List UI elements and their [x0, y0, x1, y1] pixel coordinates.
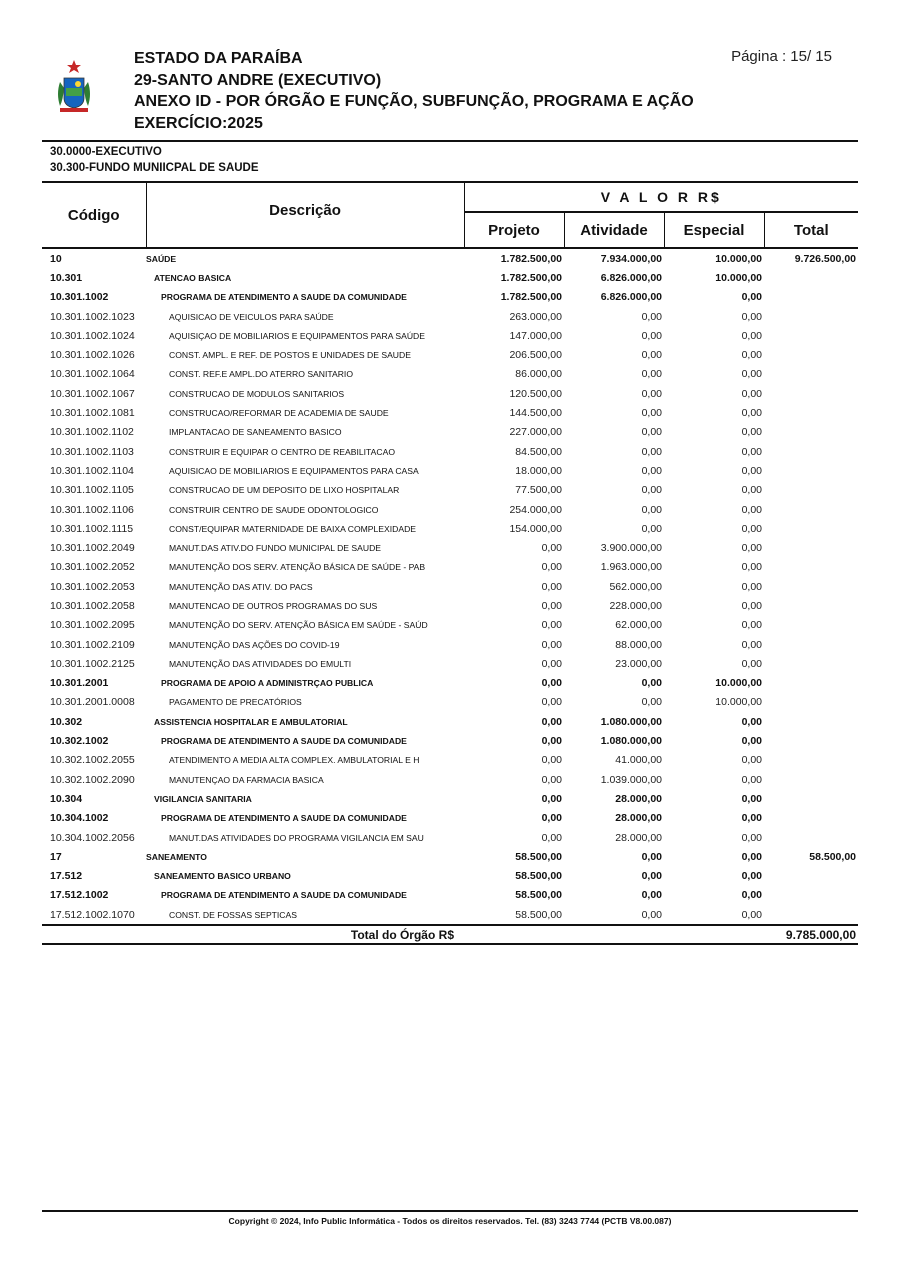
- cell-especial: 0,00: [741, 619, 762, 632]
- cell-total: 9.726.500,00: [794, 252, 856, 265]
- cell-total: [764, 365, 858, 384]
- cell-atividade: 0,00: [641, 677, 662, 690]
- cell-atividade: 0,00: [641, 349, 662, 362]
- cell-especial: 0,00: [741, 368, 762, 381]
- cell-descricao: MANUTENÇÃO DO SERV. ATENÇÃO BÁSICA EM SAÚDE - SAÚD: [169, 620, 428, 631]
- cell-codigo: 10.301.1002.2095: [50, 619, 135, 632]
- cell-descricao: CONST. REF.E AMPL.DO ATERRO SANITARIO: [169, 369, 353, 380]
- header-total: Total: [764, 212, 858, 248]
- table-row: [42, 538, 858, 557]
- cell-codigo: 10.301: [50, 271, 83, 284]
- cell-projeto: 227.000,00: [509, 426, 562, 439]
- cell-especial: 0,00: [741, 561, 762, 574]
- cell-projeto: 0,00: [541, 638, 562, 651]
- cell-total: [764, 288, 858, 307]
- cell-atividade: 6.826.000,00: [600, 291, 662, 304]
- cell-codigo: 10.301.1002.1023: [50, 310, 135, 323]
- cell-total: [764, 384, 858, 403]
- cell-atividade: 562.000,00: [609, 580, 662, 593]
- cell-codigo: 10.301.2001: [50, 677, 109, 690]
- cell-descricao: CONST. DE FOSSAS SEPTICAS: [169, 909, 297, 920]
- cell-projeto: 0,00: [541, 735, 562, 748]
- cell-especial: 10.000,00: [715, 696, 762, 709]
- cell-total: [764, 693, 858, 712]
- cell-atividade: 0,00: [641, 503, 662, 516]
- cell-projeto: 0,00: [541, 619, 562, 632]
- table-row: [42, 828, 858, 847]
- cell-especial: 0,00: [741, 715, 762, 728]
- cell-especial: 0,00: [741, 580, 762, 593]
- cell-especial: 0,00: [741, 908, 762, 921]
- cell-descricao: MANUTENÇÃO DAS AÇÕES DO COVID-19: [169, 639, 340, 650]
- header-descricao: Descrição: [146, 182, 464, 248]
- cell-codigo: 10.301.1002.1106: [50, 503, 134, 516]
- table-row: [42, 867, 858, 886]
- cell-descricao: PROGRAMA DE ATENDIMENTO A SAUDE DA COMUNIDADE: [161, 292, 407, 303]
- cell-total: [764, 307, 858, 326]
- cell-especial: 0,00: [741, 831, 762, 844]
- cell-projeto: 120.500,00: [509, 387, 562, 400]
- header-codigo: Código: [42, 182, 146, 248]
- table-row: [42, 268, 858, 287]
- table-row: [42, 596, 858, 615]
- total-row: [42, 925, 858, 944]
- org-block: [50, 145, 259, 176]
- cell-codigo: 10.304.1002.2056: [50, 831, 135, 844]
- cell-total: [764, 268, 858, 287]
- cell-codigo: 10.301.1002.2058: [50, 599, 135, 612]
- page-number: Página : 15/ 15: [731, 48, 832, 65]
- cell-codigo: 10.301.1002.1103: [50, 445, 134, 458]
- cell-especial: 10.000,00: [715, 677, 762, 690]
- cell-atividade: 0,00: [641, 445, 662, 458]
- report-state-title: ESTADO DA PARAÍBA: [134, 50, 303, 67]
- table-row: [42, 905, 858, 925]
- cell-total: [764, 442, 858, 461]
- cell-projeto: 263.000,00: [509, 310, 562, 323]
- cell-codigo: 10.301.1002.1064: [50, 368, 135, 381]
- cell-atividade: 62.000,00: [615, 619, 662, 632]
- cell-descricao: SANEAMENTO BASICO URBANO: [154, 871, 291, 882]
- cell-atividade: 228.000,00: [609, 599, 662, 612]
- cell-codigo: 10.304.1002: [50, 812, 109, 825]
- table-row: [42, 288, 858, 307]
- cell-projeto: 0,00: [541, 754, 562, 767]
- cell-projeto: 254.000,00: [509, 503, 562, 516]
- cell-descricao: ATENDIMENTO A MEDIA ALTA COMPLEX. AMBULATORIAL E H: [169, 755, 420, 766]
- cell-especial: 0,00: [741, 484, 762, 497]
- cell-codigo: 10.302.1002.2055: [50, 754, 135, 767]
- cell-atividade: 0,00: [641, 310, 662, 323]
- cell-codigo: 10.301.1002.1026: [50, 349, 135, 362]
- cell-especial: 0,00: [741, 870, 762, 883]
- cell-especial: 10.000,00: [715, 271, 762, 284]
- cell-projeto: 58.500,00: [515, 908, 562, 921]
- cell-atividade: 1.039.000,00: [600, 773, 662, 786]
- cell-descricao: CONSTRUIR E EQUIPAR O CENTRO DE REABILITACAO: [169, 446, 396, 457]
- cell-projeto: 0,00: [541, 542, 562, 555]
- table-row: [42, 770, 858, 789]
- table-row: [42, 326, 858, 345]
- table-row: [42, 616, 858, 635]
- cell-descricao: AQUISIÇAO DE MOBILIARIOS E EQUIPAMENTOS PARA SAÚDE: [169, 330, 425, 341]
- cell-especial: 0,00: [741, 812, 762, 825]
- cell-codigo: 10.301.1002.2049: [50, 542, 135, 555]
- cell-codigo: 10.301.2001.0008: [50, 696, 135, 709]
- report-fiscal-year: EXERCÍCIO:2025: [134, 114, 263, 132]
- cell-atividade: 0,00: [641, 368, 662, 381]
- table-row: [42, 365, 858, 384]
- cell-codigo: 10.302.1002.2090: [50, 773, 135, 786]
- cell-especial: 0,00: [741, 349, 762, 362]
- cell-especial: 0,00: [741, 464, 762, 477]
- table-row: [42, 248, 858, 268]
- cell-projeto: 0,00: [541, 696, 562, 709]
- cell-codigo: 10.301.1002.2053: [50, 580, 135, 593]
- cell-codigo: 10.302.1002: [50, 735, 109, 748]
- cell-descricao: CONSTRUCAO/REFORMAR DE ACADEMIA DE SAUDE: [169, 408, 389, 419]
- cell-especial: 0,00: [741, 889, 762, 902]
- header-atividade: Atividade: [564, 212, 664, 248]
- cell-especial: 0,00: [741, 387, 762, 400]
- cell-descricao: MANUTENÇÃO DAS ATIV. DO PACS: [169, 581, 313, 592]
- cell-atividade: 6.826.000,00: [600, 271, 662, 284]
- cell-atividade: 0,00: [641, 870, 662, 883]
- table-row: [42, 751, 858, 770]
- budget-table: [42, 181, 858, 945]
- cell-projeto: 58.500,00: [515, 889, 562, 902]
- cell-codigo: 10.301.1002.1102: [50, 426, 134, 439]
- cell-total: [764, 789, 858, 808]
- cell-descricao: PROGRAMA DE ATENDIMENTO A SAUDE DA COMUNIDADE: [161, 890, 407, 901]
- cell-atividade: 0,00: [641, 484, 662, 497]
- cell-projeto: 0,00: [541, 657, 562, 670]
- orgao-label: 30.0000-EXECUTIVO: [50, 146, 162, 158]
- cell-descricao: CONST/EQUIPAR MATERNIDADE DE BAIXA COMPLEXIDADE: [169, 523, 417, 534]
- cell-total: [764, 751, 858, 770]
- cell-descricao: AQUISICAO DE VEICULOS PARA SAÚDE: [169, 311, 334, 322]
- cell-descricao: MANUTENCAO DE OUTROS PROGRAMAS DO SUS: [169, 600, 378, 611]
- cell-atividade: 23.000,00: [615, 657, 662, 670]
- cell-atividade: 0,00: [641, 889, 662, 902]
- state-coat-of-arms-icon: [54, 58, 94, 118]
- cell-projeto: 58.500,00: [515, 850, 562, 863]
- total-value: 9.785.000,00: [764, 925, 858, 944]
- cell-descricao: VIGILANCIA SANITARIA: [154, 793, 252, 804]
- cell-descricao: PROGRAMA DE ATENDIMENTO A SAUDE DA COMUNIDADE: [161, 736, 407, 747]
- cell-descricao: MANUTENÇÃO DOS SERV. ATENÇÃO BÁSICA DE SAÚDE - PAB: [169, 562, 426, 573]
- cell-atividade: 28.000,00: [615, 792, 662, 805]
- cell-especial: 0,00: [741, 445, 762, 458]
- cell-especial: 10.000,00: [715, 252, 762, 265]
- cell-especial: 0,00: [741, 426, 762, 439]
- cell-especial: 0,00: [741, 599, 762, 612]
- cell-especial: 0,00: [741, 407, 762, 420]
- table-body: [42, 248, 858, 925]
- cell-especial: 0,00: [741, 657, 762, 670]
- cell-atividade: 0,00: [641, 426, 662, 439]
- table-row: [42, 712, 858, 731]
- cell-atividade: 0,00: [641, 696, 662, 709]
- cell-descricao: SAÚDE: [146, 253, 177, 264]
- table-row: [42, 847, 858, 866]
- cell-especial: 0,00: [741, 522, 762, 535]
- cell-descricao: CONSTRUCAO DE MODULOS SANITARIOS: [169, 388, 345, 399]
- cell-total: [764, 538, 858, 557]
- cell-codigo: 10.301.1002.1105: [50, 484, 134, 497]
- cell-projeto: 1.782.500,00: [500, 252, 562, 265]
- cell-descricao: CONSTRUIR CENTRO DE SAUDE ODONTOLOGICO: [169, 504, 379, 515]
- cell-especial: 0,00: [741, 735, 762, 748]
- cell-total: [764, 654, 858, 673]
- cell-codigo: 10.302: [50, 715, 83, 728]
- header-projeto: Projeto: [464, 212, 564, 248]
- cell-descricao: SANEAMENTO: [146, 851, 207, 862]
- cell-especial: 0,00: [741, 291, 762, 304]
- cell-projeto: 0,00: [541, 599, 562, 612]
- cell-descricao: CONSTRUCAO DE UM DEPOSITO DE LIXO HOSPITALAR: [169, 485, 400, 496]
- cell-projeto: 0,00: [541, 677, 562, 690]
- report-annex-title: ANEXO ID - POR ÓRGÃO E FUNÇÃO, SUBFUNÇÃO, PROGRAMA E AÇÃO: [134, 93, 694, 110]
- cell-total: [764, 674, 858, 693]
- cell-codigo: 10.301.1002.1081: [50, 407, 135, 420]
- cell-projeto: 84.500,00: [515, 445, 562, 458]
- cell-projeto: 0,00: [541, 715, 562, 728]
- cell-descricao: CONST. AMPL. E REF. DE POSTOS E UNIDADES DE SAUDE: [169, 350, 411, 361]
- unidade-label: 30.300-FUNDO MUNIICPAL DE SAUDE: [50, 161, 259, 174]
- header-divider: [42, 140, 858, 142]
- cell-descricao: ASSISTENCIA HOSPITALAR E AMBULATORIAL: [154, 716, 348, 727]
- cell-projeto: 77.500,00: [515, 484, 562, 497]
- table-row: [42, 693, 858, 712]
- table-row: [42, 481, 858, 500]
- cell-especial: 0,00: [741, 310, 762, 323]
- cell-descricao: PAGAMENTO DE PRECATÓRIOS: [169, 697, 302, 708]
- cell-atividade: 0,00: [641, 522, 662, 535]
- cell-atividade: 0,00: [641, 850, 662, 863]
- cell-atividade: 0,00: [641, 329, 662, 342]
- table-row: [42, 558, 858, 577]
- table-row: [42, 461, 858, 480]
- table-row: [42, 500, 858, 519]
- table-row: [42, 384, 858, 403]
- cell-codigo: 10.301.1002.1067: [50, 387, 135, 400]
- table-row: [42, 442, 858, 461]
- cell-atividade: 1.963.000,00: [600, 561, 662, 574]
- table-row: [42, 886, 858, 905]
- cell-total: [764, 519, 858, 538]
- cell-descricao: MANUTENÇÃO DAS ATIVIDADES DO EMULTI: [169, 658, 352, 669]
- table-row: [42, 519, 858, 538]
- cell-projeto: 206.500,00: [509, 349, 562, 362]
- header-especial: Especial: [664, 212, 764, 248]
- cell-especial: 0,00: [741, 792, 762, 805]
- table-row: [42, 654, 858, 673]
- cell-atividade: 1.080.000,00: [600, 715, 662, 728]
- cell-atividade: 41.000,00: [615, 754, 662, 767]
- cell-especial: 0,00: [741, 329, 762, 342]
- cell-projeto: 0,00: [541, 792, 562, 805]
- table-row: [42, 403, 858, 422]
- cell-total: [764, 867, 858, 886]
- cell-total: [764, 886, 858, 905]
- cell-descricao: IMPLANTACAO DE SANEAMENTO BASICO: [169, 427, 342, 438]
- table-row: [42, 577, 858, 596]
- cell-codigo: 10.301.1002.2109: [50, 638, 135, 651]
- cell-codigo: 17: [50, 850, 62, 863]
- cell-codigo: 10.301.1002.1115: [50, 522, 134, 535]
- total-label: Total do Órgão R$: [42, 925, 464, 944]
- cell-total: [764, 731, 858, 750]
- cell-atividade: 0,00: [641, 908, 662, 921]
- cell-codigo: 10.301.1002.1024: [50, 329, 135, 342]
- cell-descricao: MANUT.DAS ATIV.DO FUNDO MUNICIPAL DE SAUDE: [169, 543, 382, 554]
- cell-projeto: 154.000,00: [509, 522, 562, 535]
- cell-codigo: 10: [50, 252, 62, 265]
- cell-total: [764, 461, 858, 480]
- cell-codigo: 10.301.1002.2125: [50, 657, 135, 670]
- cell-codigo: 10.301.1002: [50, 291, 109, 304]
- cell-descricao: MANUTENÇAO DA FARMACIA BASICA: [169, 774, 324, 785]
- cell-total: [764, 635, 858, 654]
- cell-total: [764, 616, 858, 635]
- report-header: [42, 44, 858, 140]
- cell-atividade: 0,00: [641, 407, 662, 420]
- cell-codigo: 10.304: [50, 792, 83, 805]
- copyright-footer: Copyright © 2024, Info Public Informática - Todos os direitos reservados. Tel. (83) 3243 7744 (PCTB V8.00.087): [228, 1216, 672, 1226]
- cell-atividade: 28.000,00: [615, 831, 662, 844]
- cell-especial: 0,00: [741, 773, 762, 786]
- cell-descricao: PROGRAMA DE ATENDIMENTO A SAUDE DA COMUNIDADE: [161, 813, 407, 824]
- cell-atividade: 0,00: [641, 387, 662, 400]
- table-row: [42, 809, 858, 828]
- cell-projeto: 0,00: [541, 580, 562, 593]
- cell-atividade: 3.900.000,00: [600, 542, 662, 555]
- cell-projeto: 86.000,00: [515, 368, 562, 381]
- cell-atividade: 0,00: [641, 464, 662, 477]
- table-row: [42, 789, 858, 808]
- cell-codigo: 17.512.1002: [50, 889, 109, 902]
- cell-total: 58.500,00: [809, 850, 856, 863]
- cell-projeto: 18.000,00: [515, 464, 562, 477]
- cell-atividade: 88.000,00: [615, 638, 662, 651]
- table-row: [42, 674, 858, 693]
- cell-codigo: 17.512: [50, 870, 83, 883]
- footer-divider: [42, 1210, 858, 1212]
- cell-especial: 0,00: [741, 638, 762, 651]
- cell-total: [764, 345, 858, 364]
- table-row: [42, 345, 858, 364]
- cell-total: [764, 712, 858, 731]
- cell-total: [764, 809, 858, 828]
- cell-codigo: 10.301.1002.2052: [50, 561, 135, 574]
- cell-total: [764, 558, 858, 577]
- cell-atividade: 1.080.000,00: [600, 735, 662, 748]
- cell-projeto: 0,00: [541, 561, 562, 574]
- table-row: [42, 307, 858, 326]
- cell-descricao: AQUISICAO DE MOBILIARIOS E EQUIPAMENTOS PARA CASA: [169, 465, 419, 476]
- cell-especial: 0,00: [741, 503, 762, 516]
- cell-codigo: 10.301.1002.1104: [50, 464, 134, 477]
- cell-descricao: PROGRAMA DE APOIO A ADMINISTRÇAO PUBLICA: [161, 678, 374, 689]
- header-valor: V A L O R R$: [464, 182, 858, 212]
- cell-total: [764, 577, 858, 596]
- report-entity-title: 29-SANTO ANDRE (EXECUTIVO): [134, 71, 382, 89]
- cell-projeto: 0,00: [541, 773, 562, 786]
- cell-total: [764, 500, 858, 519]
- cell-especial: 0,00: [741, 542, 762, 555]
- cell-total: [764, 403, 858, 422]
- cell-projeto: 147.000,00: [509, 329, 562, 342]
- table-row: [42, 731, 858, 750]
- cell-total: [764, 326, 858, 345]
- cell-codigo: 17.512.1002.1070: [50, 908, 135, 921]
- cell-atividade: 28.000,00: [615, 812, 662, 825]
- cell-especial: 0,00: [741, 850, 762, 863]
- cell-especial: 0,00: [741, 754, 762, 767]
- cell-projeto: 58.500,00: [515, 870, 562, 883]
- cell-total: [764, 423, 858, 442]
- cell-projeto: 1.782.500,00: [500, 291, 562, 304]
- cell-projeto: 0,00: [541, 831, 562, 844]
- cell-descricao: ATENCAO BASICA: [154, 272, 232, 283]
- cell-descricao: MANUT.DAS ATIVIDADES DO PROGRAMA VIGILANCIA EM SAU: [169, 832, 424, 843]
- cell-total: [764, 828, 858, 847]
- cell-total: [764, 905, 858, 925]
- cell-total: [764, 596, 858, 615]
- cell-atividade: 7.934.000,00: [600, 252, 662, 265]
- cell-total: [764, 770, 858, 789]
- cell-total: [764, 481, 858, 500]
- cell-projeto: 144.500,00: [509, 407, 562, 420]
- table-row: [42, 423, 858, 442]
- cell-projeto: 0,00: [541, 812, 562, 825]
- table-row: [42, 635, 858, 654]
- cell-projeto: 1.782.500,00: [500, 271, 562, 284]
